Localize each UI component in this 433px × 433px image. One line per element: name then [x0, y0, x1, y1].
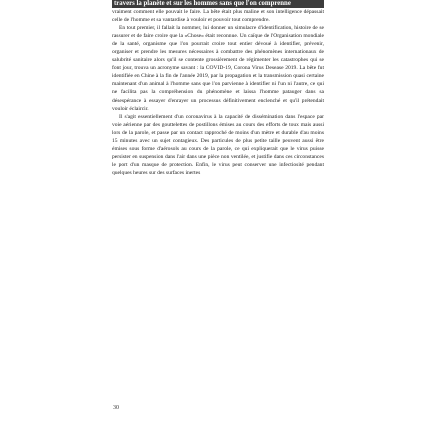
chapter-heading: travers la planète et sur les hommes sans que l'on comprenne	[112, 0, 324, 8]
page-number: 30	[113, 405, 119, 411]
paragraph: En tout premier, il fallait la nommer, lui donner un simulacre d'identification, histoire de se rassurer et de faire croire que la «Chose» était reconnue. Un caïque de l'Organisation mondiale de la santé, organisme que l'on pourrait croire tout entier dévoué à identifier, prévenir, organiser et prendre les mesures nécessaires à combattre des phénomènes internationaux de salubrité sanitaire alors qu'il se contente grossièrement de régimenter les catastrophes qui se font jour, trouva un acronyme savant : la COVID-19, Corona Virus Desease 2019. La bête fut identifiée en Chine à la fin de l'année 2019, par la propagation et la transmission quasi certaine maintenant d'un animal à l'homme sans que l'on parvienne à identifier ni l'un ni l'autre, ce qui ne facilita pas la compréhension du phénomène et laissa l'homme patauger dans sa désespérance à essayer d'enrayer un processus définitivement enclenché et qu'il prétendait vouloir éclaircir.	[112, 25, 324, 112]
text-column	[112, 0, 324, 177]
paragraph: vraiment comment elle pouvait le faire. La bête était plus maline et son intelligence dépassait celle de l'homme et sa vantardise à vouloir et pouvoir tout comprendre.	[112, 9, 324, 24]
paragraph: Il s'agit essentiellement d'un coronavirus à la capacité de dissémination dans l'espace par voie aérienne par des gouttelettes de postillons émises au cours des efforts de toux mais aussi lors de la parole, et passe par un contact rapproché de moins d'un mètre et durable d'au moins 15 minutes avec un sujet contagieux. Des particules de plus petite taille peuvent aussi être émises sous forme d'aérosols au cours de la parole, ce qui expliquerait que le virus puisse persister en suspension dans l'air dans une pièce non ventilée, et justifie dans ces circonstances le port d'un masque de protection. Enfin, le virus peut conserver une infectiosité pendant quelques heures sur des surfaces inertes	[112, 113, 324, 176]
